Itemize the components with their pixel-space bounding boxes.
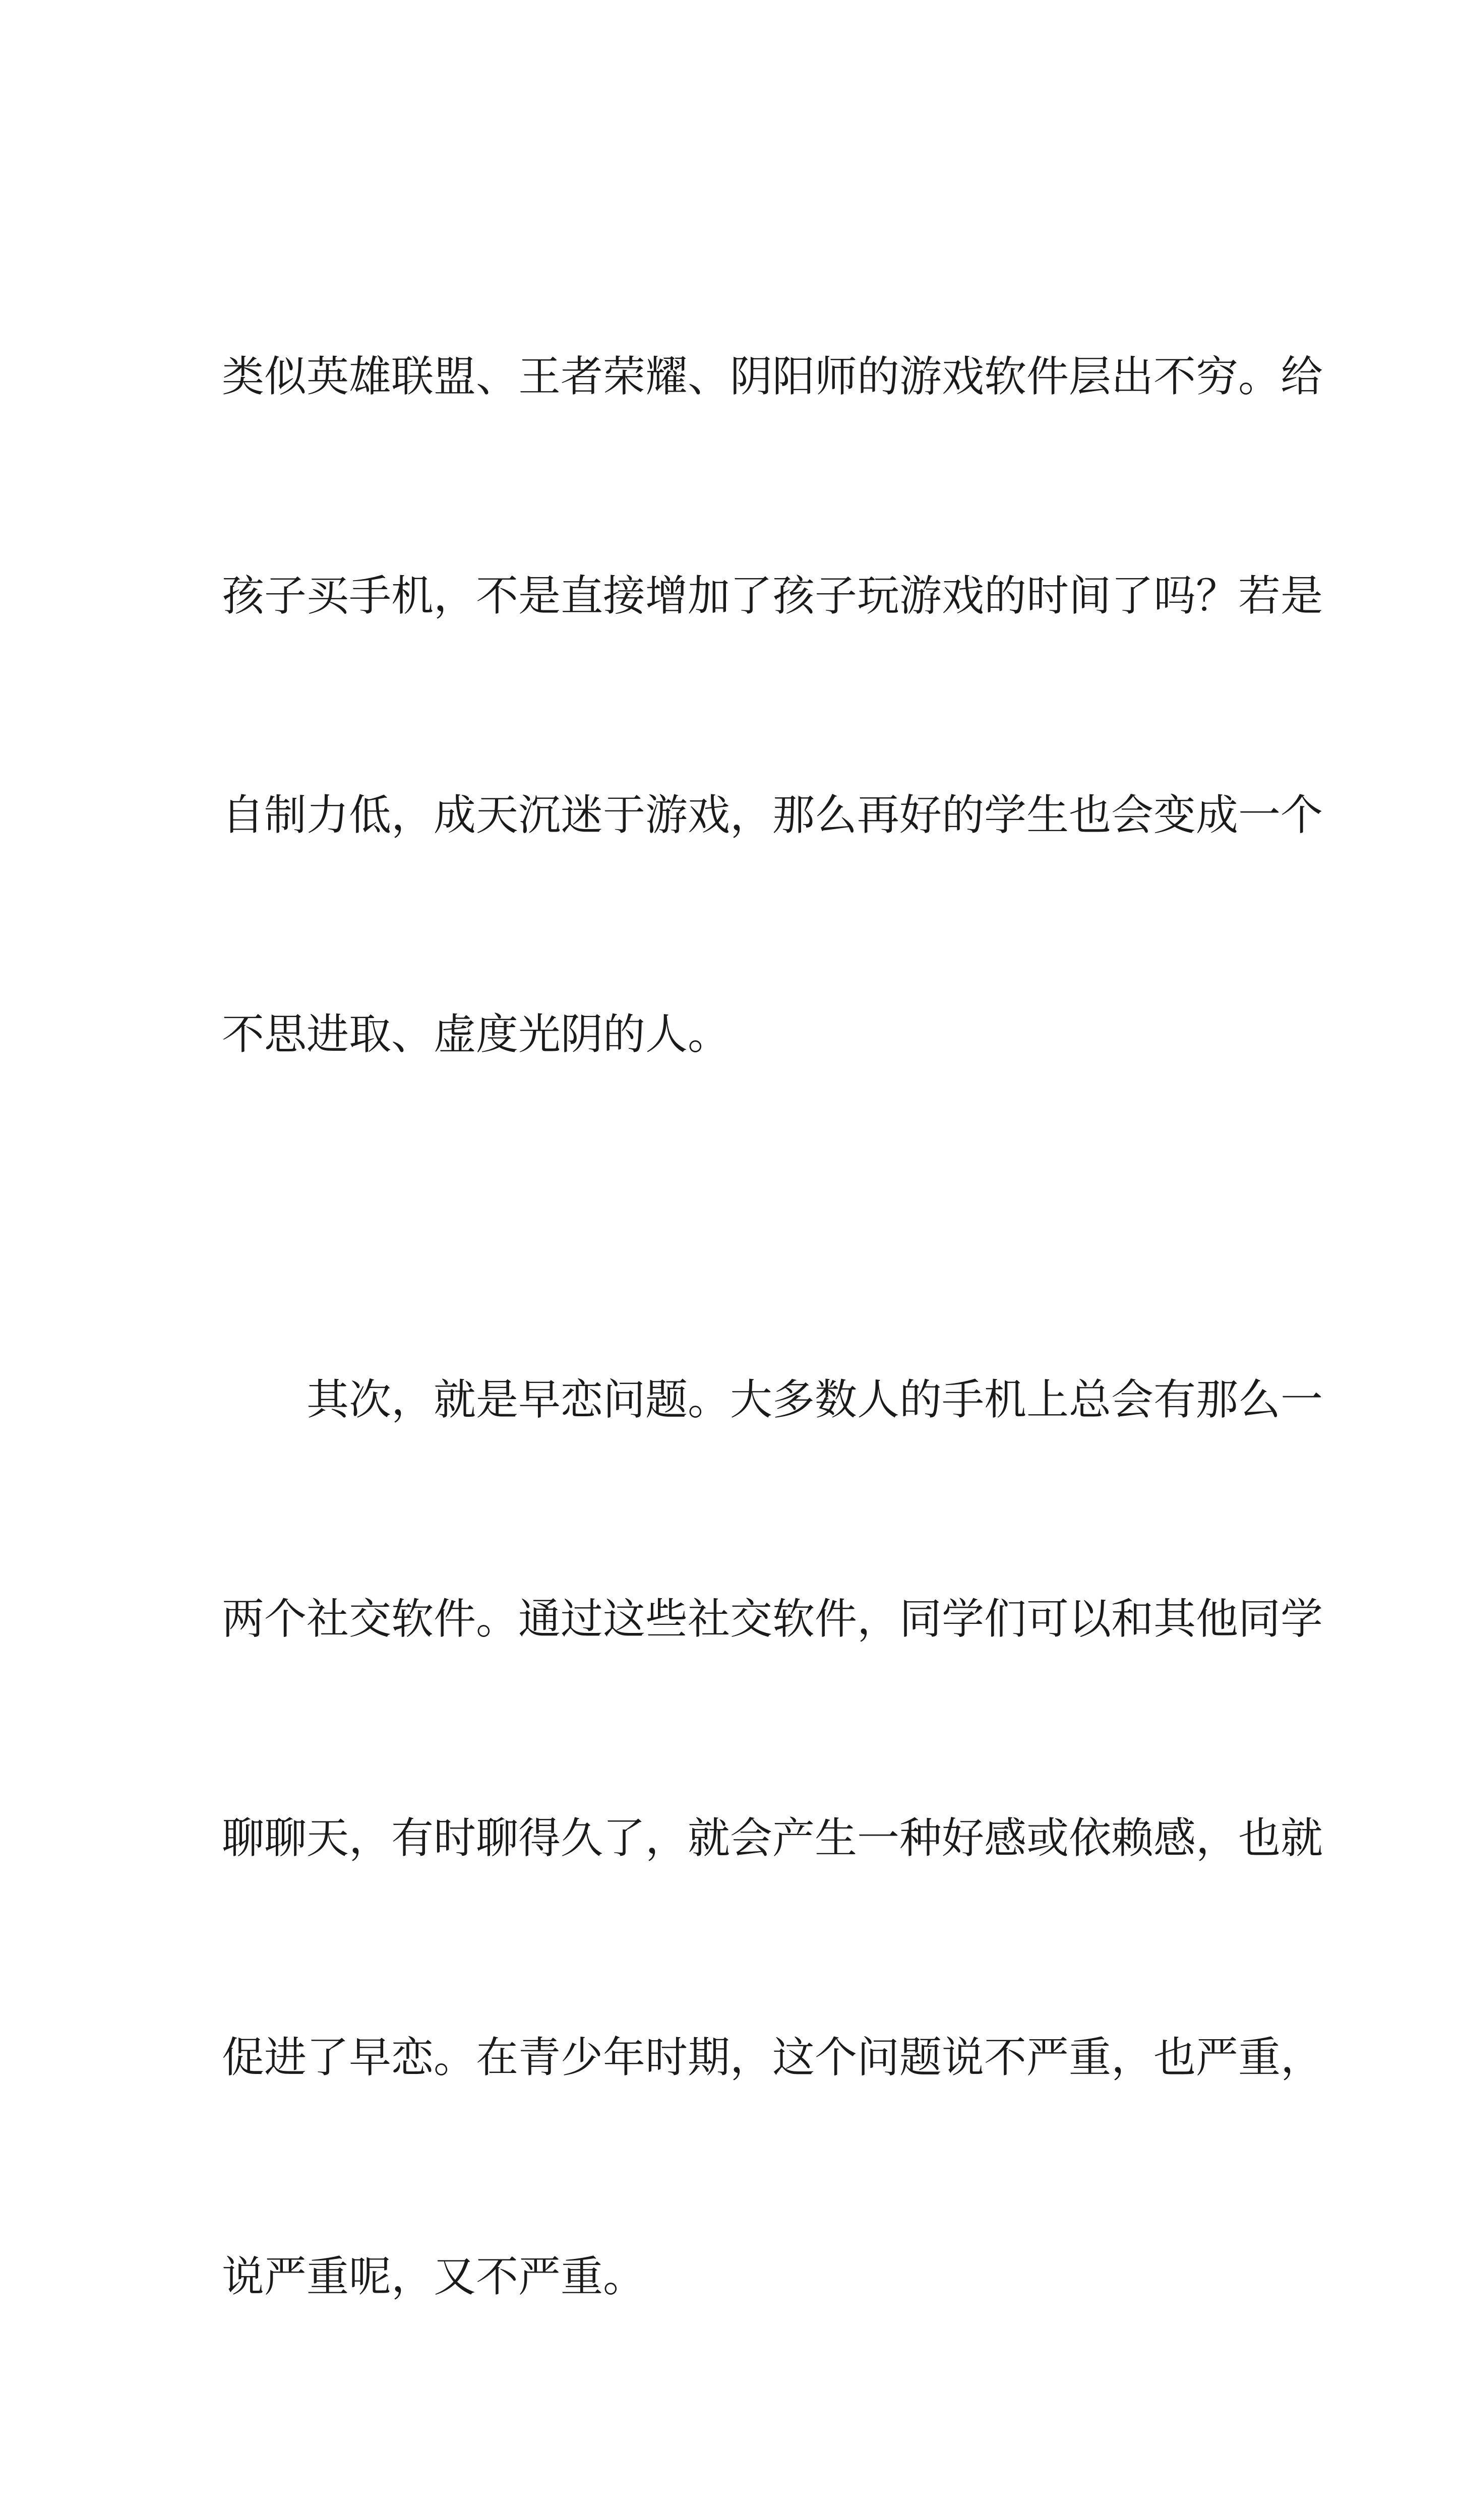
text-line: 类似英雄联盟、王者荣耀、阴阳师的游戏软件层出不穷。给 (222, 352, 1323, 401)
text-line: 自制力低，成天沉迷于游戏，那么再好的学生也会变成一个 (222, 790, 1323, 840)
text-line: 其次，就是早恋问题。大多数人的手机上总会有那么一 (222, 1375, 1323, 1424)
paragraph (222, 1217, 1323, 2460)
text-line: 孩子买手机，不是直接增加了孩子玩游戏的时间了吗？若是 (222, 571, 1323, 620)
document-body (222, 194, 1323, 2520)
text-line: 说严重呢，又不严重。 (222, 2252, 646, 2301)
text-line: 聊聊天，有时聊得久了，就会产生一种好感或依赖感，也就 (222, 1813, 1323, 1863)
paragraph (222, 194, 1323, 1217)
text-line: 不思进取、虚度光阴的人。 (222, 1010, 731, 1059)
paragraph (222, 2460, 1260, 2520)
text-line: 促进了早恋。在青少年时期，这个问题说不严重，也严重， (222, 2033, 1323, 2082)
text-line: 两个社交软件。通过这些社交软件，同学们可以和其他同学 (222, 1594, 1323, 1644)
